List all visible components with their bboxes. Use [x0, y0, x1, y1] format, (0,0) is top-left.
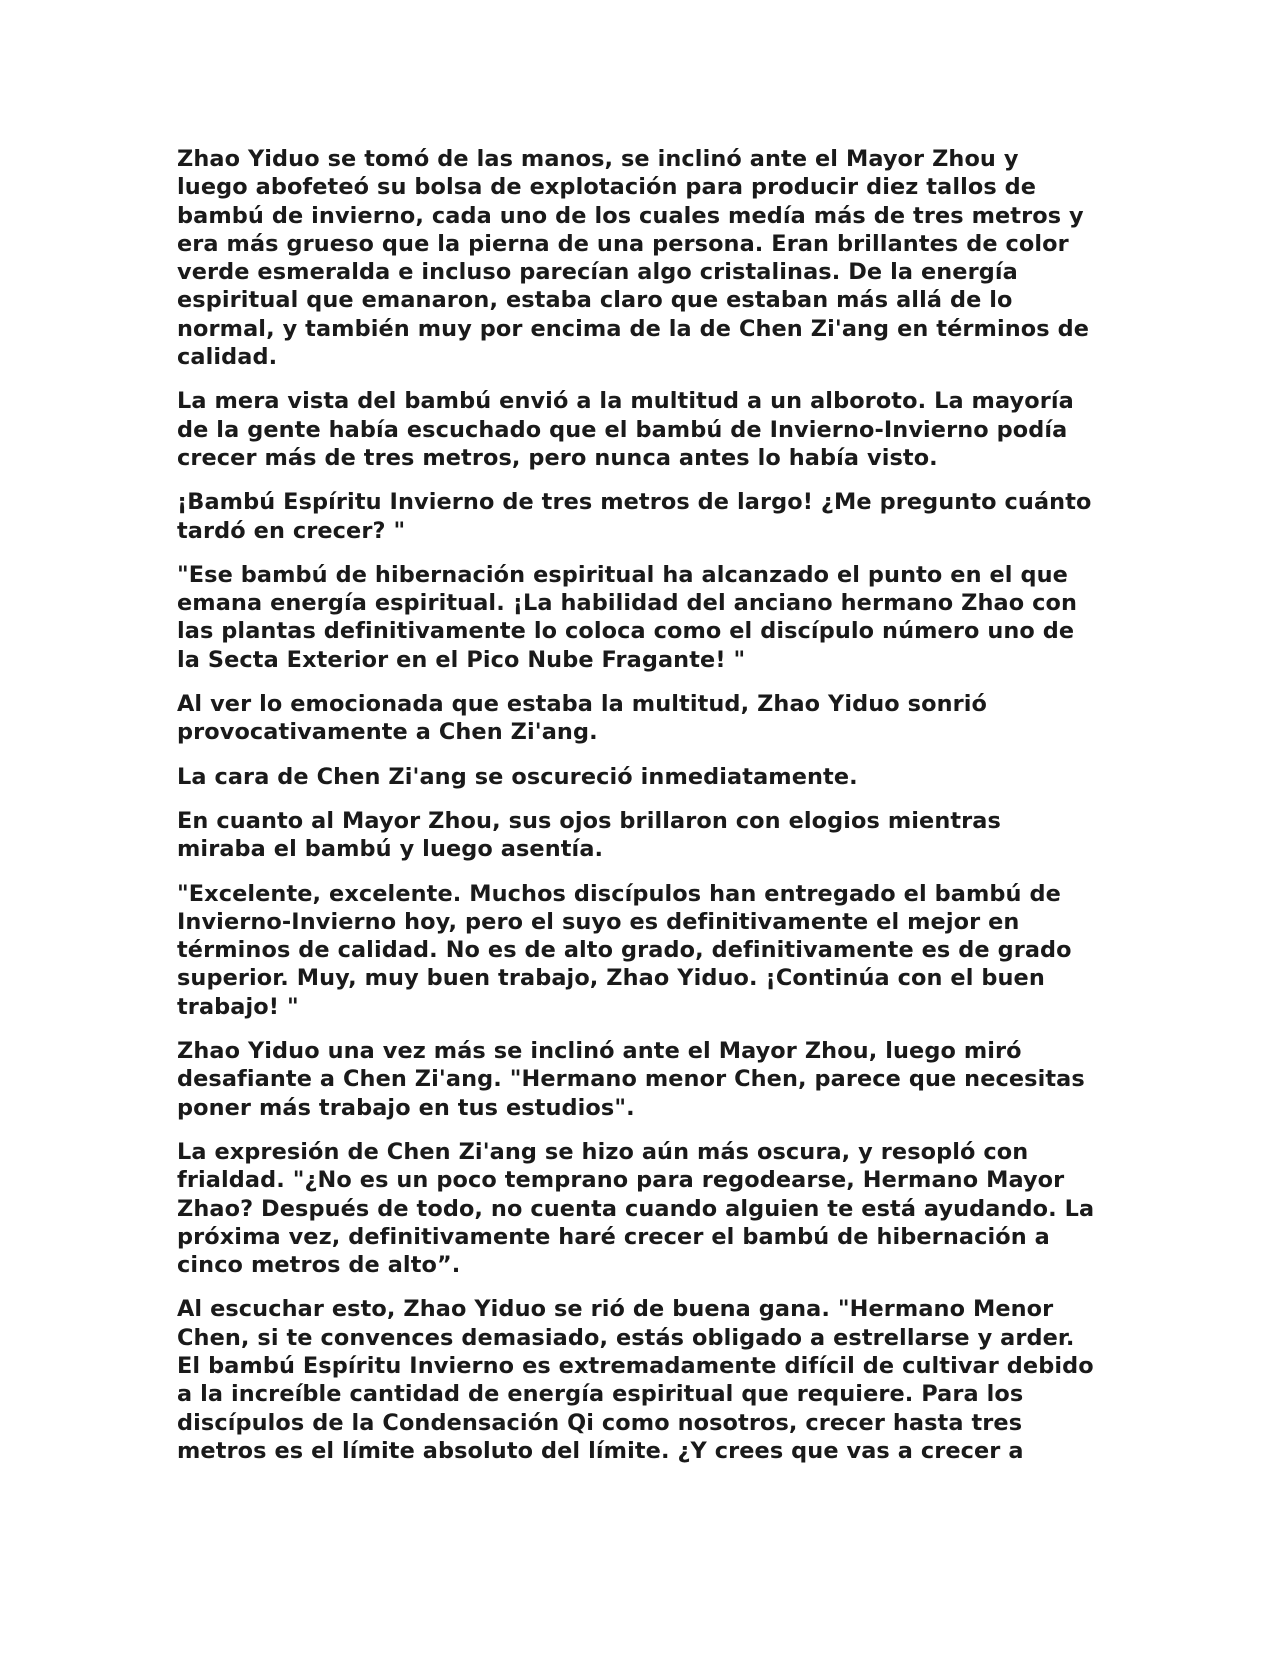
paragraph-1: Zhao Yiduo se tomó de las manos, se inclinó ante el Mayor Zhou y luego abofeteó su bolsa de explotación para producir diez tallos de bambú de invierno, cada uno de los cuales medía más de tres metros y era más grueso que la pierna de una persona. Eran brillantes de color verde esmeralda e incluso parecían algo cristalinas. De la energía espiritual que emanaron, estaba claro que estaban más allá de lo normal, y también muy por encima de la de Chen Zi'ang en términos de calidad.	[177, 146, 1090, 371]
paragraph-7: En cuanto al Mayor Zhou, sus ojos brillaron con elogios mientras miraba el bambú y luego asentía.	[177, 807, 1001, 863]
document-body	[177, 145, 1097, 1481]
paragraph-10: La expresión de Chen Zi'ang se hizo aún más oscura, y resopló con frialdad. "¿No es un poco temprano para regodearse, Hermano Mayor Zhao? Después de todo, no cuenta cuando alguien te está ayudando. La próxima vez, definitivamente haré crecer el bambú de hibernación a cinco metros de alto”.	[177, 1138, 1095, 1279]
paragraph-5: Al ver lo emocionada que estaba la multitud, Zhao Yiduo sonrió provocativamente a Chen Zi'ang.	[177, 691, 988, 746]
paragraph-9: Zhao Yiduo una vez más se inclinó ante el Mayor Zhou, luego miró desafiante a Chen Zi'ang. "Hermano menor Chen, parece que necesitas poner más trabajo en tus estudios".	[177, 1038, 1085, 1121]
paragraph-3: ¡Bambú Espíritu Invierno de tres metros de largo! ¿Me pregunto cuánto tardó en crecer? "	[177, 489, 1092, 544]
paragraph-4: "Ese bambú de hibernación espiritual ha alcanzado el punto en el que emana energía espiritual. ¡La habilidad del anciano hermano Zhao con las plantas definitivamente lo coloca como el discípulo número uno de la Secta Exterior en el Pico Nube Fragante! "	[177, 561, 1078, 673]
paragraph-8: "Excelente, excelente. Muchos discípulos han entregado el bambú de Invierno-Invierno hoy, pero el suyo es definitivamente el mejor en términos de calidad. No es de alto grado, definitivamente es de grado superior. Muy, muy buen trabajo, Zhao Yiduo. ¡Continúa con el buen trabajo! "	[177, 880, 1072, 1020]
paragraph-11: Al escuchar esto, Zhao Yiduo se rió de buena gana. "Hermano Menor Chen, si te convences demasiado, estás obligado a estrellarse y arder. El bambú Espíritu Invierno es extremadamente difícil de cultivar debido a la increíble cantidad de energía espiritual que requiere. Para los discípulos de la Condensación Qi como nosotros, crecer hasta tres metros es el límite absoluto del límite. ¿Y crees que vas a crecer a	[177, 1296, 1094, 1464]
paragraph-2: La mera vista del bambú envió a la multitud a un alboroto. La mayoría de la gente había escuchado que el bambú de Invierno-Invierno podía crecer más de tres metros, pero nunca antes lo había visto.	[177, 388, 1074, 471]
paragraph-6: La cara de Chen Zi'ang se oscureció inmediatamente.	[177, 763, 858, 790]
